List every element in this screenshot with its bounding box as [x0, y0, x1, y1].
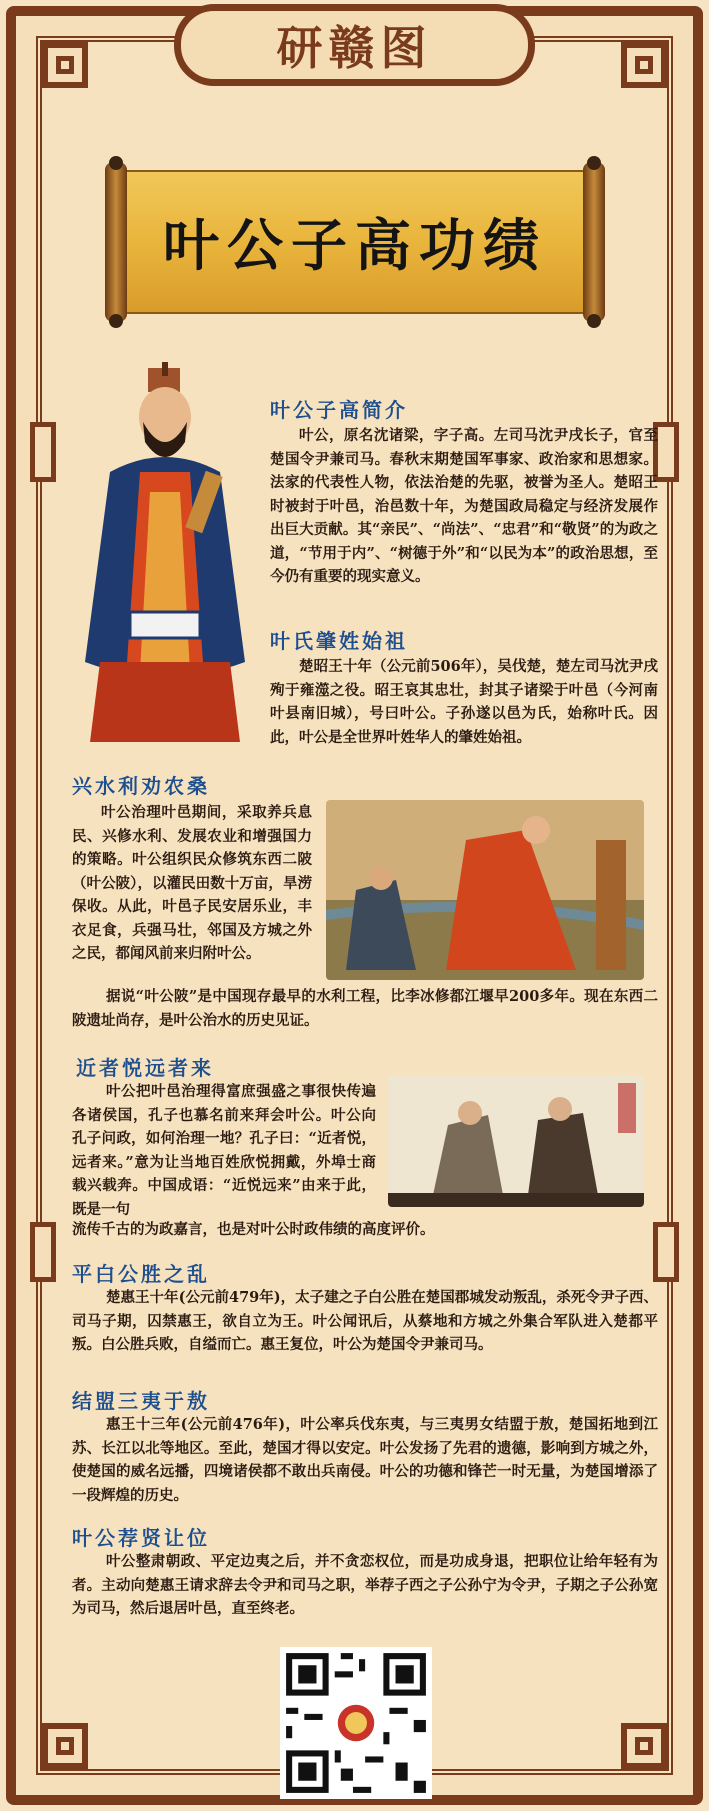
section-text: 惠王十三年(公元前476年)，叶公率兵伐东夷，与三夷男女结盟于敖，楚国拓地到江苏、长江以北等地区。至此，楚国才得以安定。叶公发扬了先君的遗德，影响到方城之外，使楚国的威名远播，四境诸侯都不敢出兵南侵。叶公的功德和锋芒一时无量，为楚国增添了一段辉煌的历史。 [72, 1416, 658, 1504]
corner-ornament [621, 1723, 667, 1769]
section-title: 叶氏肇姓始祖 [270, 629, 408, 653]
section-title: 兴水利劝农桑 [72, 774, 210, 798]
section-text: 叶公治理叶邑期间，采取养兵息民、兴修水利、发展农业和增强国力的策略。叶公组织民众修筑东西二陂（叶公陂），以灌民田数十万亩，旱涝保收。从此，叶邑子民安居乐业，丰衣足食，兵强马壮，邻国及方城之外之民，都闻风前来归附叶公。 [72, 804, 312, 962]
logo-text: 研赣图 [276, 21, 433, 75]
scroll-knob [109, 156, 123, 170]
section-text: 叶公整肃朝政、平定边夷之后，并不贪恋权位，而是功成身退，把职位让给年轻有为者。主动向楚惠王请求辞去令尹和司马之职，举荐子西之子公孙宁为令尹，子期之子公孙宽为司马，然后退居叶邑，直至终老。 [72, 1553, 658, 1617]
side-ornament [30, 1222, 56, 1282]
section-text: 叶公把叶邑治理得富庶强盛之事很快传遍各诸侯国，孔子也慕名前来拜会叶公。叶公向孔子问政，如何治理一地？孔子曰：“近者悦，远者来。”意为让当地百姓欣悦拥戴，外埠士商载兴载奔。中国成语：“近悦远来”由来于此，既是一句 [72, 1083, 376, 1218]
section-title: 叶公子高简介 [270, 398, 408, 422]
side-ornament [30, 422, 56, 482]
section-text: 楚惠王十年(公元前479年)，太子建之子白公胜在楚国郡城发动叛乱，杀死令尹子西、司马子期，囚禁惠王，欲自立为王。叶公闻讯后，从蔡地和方城之外集合军队进入楚都平叛。白公胜兵败，自缢而亡。惠王复位，叶公为楚国令尹兼司马。 [72, 1289, 658, 1353]
section-text-extra: 流传千古的为政嘉言，也是对叶公时政伟绩的高度评价。 [72, 1221, 435, 1238]
section-text: 叶公，原名沈诸梁，字子高。左司马沈尹戌长子，官至楚国令尹兼司马。春秋末期楚国军事家、政治家和思想家。法家的代表性人物，依法治楚的先驱，被誉为圣人。楚昭王时被封于叶邑，治邑数十年，为楚国政局稳定与经济发展作出巨大贡献。其“亲民”、“尚法”、“忠君”和“敬贤”的为政之道，“节用于内”、“树德于外”和“以民为本”的政治思想，至今仍有重要的现实意义。 [270, 427, 658, 585]
scroll-knob [587, 156, 601, 170]
title-scroll [105, 162, 605, 322]
logo-plaque [174, 4, 535, 86]
scroll-knob [109, 314, 123, 328]
section-title: 结盟三夷于敖 [72, 1389, 210, 1413]
page-title: 叶公子高功绩 [163, 214, 547, 279]
corner-ornament [621, 42, 667, 88]
corner-ornament [42, 1723, 88, 1769]
scroll-knob [587, 314, 601, 328]
irrigation-painting [326, 800, 644, 980]
confucius-painting [388, 1075, 644, 1207]
section-title: 平白公胜之乱 [72, 1262, 210, 1286]
corner-ornament [42, 42, 88, 88]
qr-code[interactable] [280, 1647, 432, 1799]
section-text: 楚昭王十年（公元前506年），吴伐楚，楚左司马沈尹戌殉于雍澨之役。昭王哀其忠壮，封其子诸梁于叶邑（今河南叶县南旧城），号曰叶公。子孙遂以邑为氏，始称叶氏。因此，叶公是全世界叶姓华人的肇姓始祖。 [270, 658, 658, 746]
section-title: 叶公荐贤让位 [72, 1526, 210, 1550]
ye-gong-portrait [70, 362, 260, 754]
section-text-extra: 据说“叶公陂”是中国现存最早的水利工程，比李冰修都江堰早200多年。现在东西二陂遗址尚存，是叶公治水的历史见证。 [72, 988, 658, 1029]
section-title: 近者悦远者来 [76, 1056, 214, 1080]
